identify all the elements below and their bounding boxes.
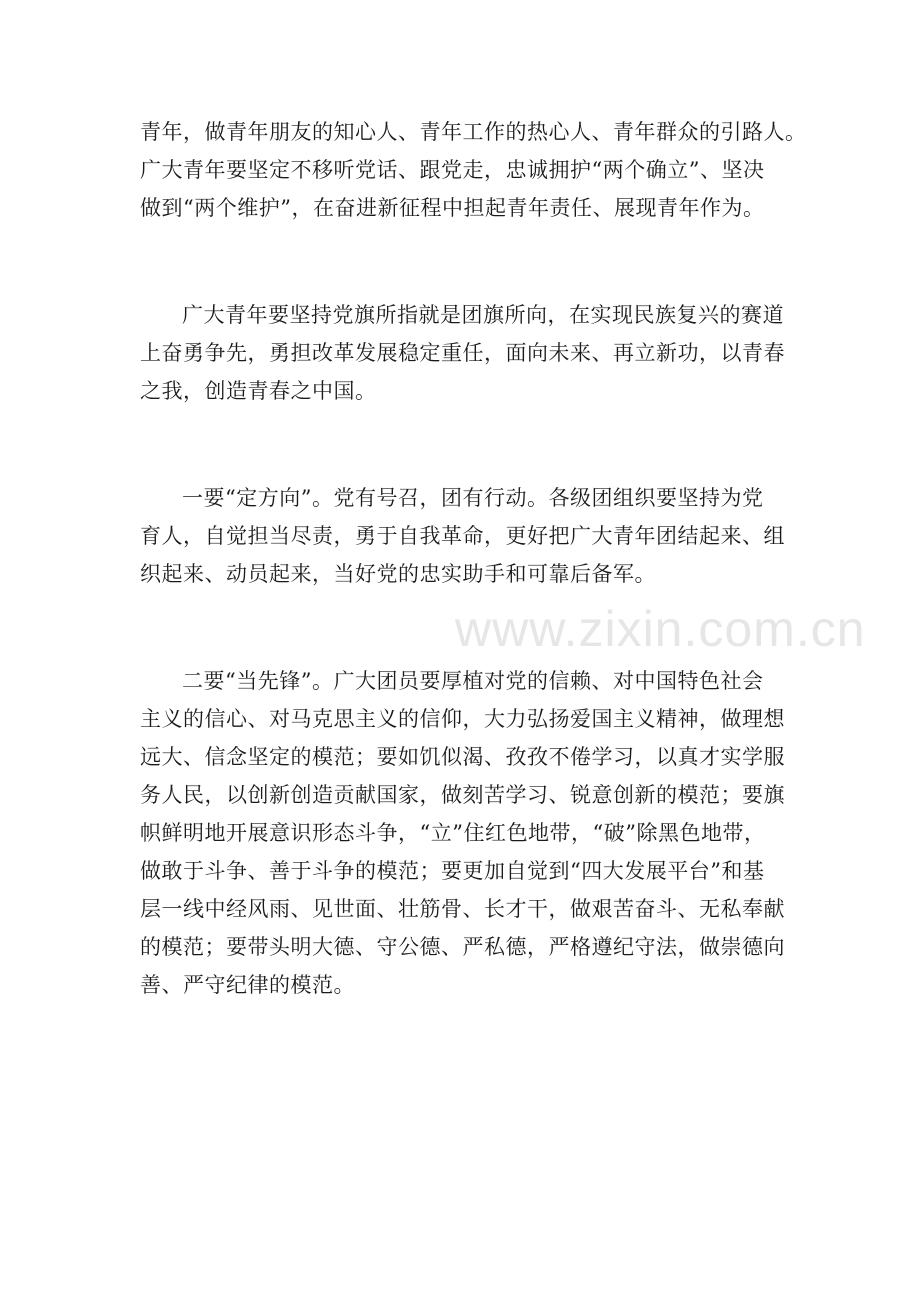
text-line: 层一线中经风雨、见世面、壮筋骨、长才干，做艰苦奋斗、无私奉献: [140, 897, 785, 921]
paragraph: [140, 479, 800, 593]
text-line: 育人，自觉担当尽责，勇于自我革命，更好把广大青年团结起来、组: [140, 524, 785, 548]
text-line: 一要“定方向”。党有号召，团有行动。各级团组织要坚持为党: [182, 486, 764, 510]
text-line: 广大青年要坚持党旗所指就是团旗所向，在实现民族复兴的赛道: [182, 303, 784, 327]
text-line: 广大青年要坚定不移听党话、跟党走，忠诚拥护“两个确立”、坚决: [140, 158, 765, 182]
text-line: 远大、信念坚定的模范；要如饥似渴、孜孜不倦学习，以真才实学服: [140, 745, 785, 769]
text-line: 青年，做青年朋友的知心人、青年工作的热心人、青年群众的引路人。: [140, 120, 807, 144]
paragraph: [140, 296, 800, 410]
text-line: 帜鲜明地开展意识形态斗争，“立”住红色地带，“破”除黑色地带，: [140, 821, 766, 845]
text-line: 务人民，以创新创造贡献国家，做刻苦学习、锐意创新的模范；要旗: [140, 783, 785, 807]
text-line: 二要“当先锋”。广大团员要厚植对党的信赖、对中国特色社会: [182, 669, 764, 693]
text-line: 上奋勇争先，勇担改革发展稳定重任，面向未来、再立新功，以青春: [140, 341, 785, 365]
watermark-text: www.zixin.com.cn: [455, 601, 866, 657]
text-line: 做到“两个维护”，在奋进新征程中担起青年责任、展现青年作为。: [140, 196, 765, 220]
paragraph: [140, 113, 807, 227]
text-line: 善、严守纪律的模范。: [140, 973, 355, 997]
text-line: 的模范；要带头明大德、守公德、严私德，严格遵纪守法，做崇德向: [140, 935, 785, 959]
text-line: 织起来、动员起来，当好党的忠实助手和可靠后备军。: [140, 562, 656, 586]
text-line: 之我，创造青春之中国。: [140, 379, 377, 403]
text-line: 主义的信心、对马克思主义的信仰，大力弘扬爱国主义精神，做理想: [140, 707, 785, 731]
paragraph: [140, 662, 800, 1004]
document-body: [140, 113, 807, 1004]
text-line: 做敢于斗争、善于斗争的模范；要更加自觉到“四大发展平台”和基: [140, 859, 765, 883]
